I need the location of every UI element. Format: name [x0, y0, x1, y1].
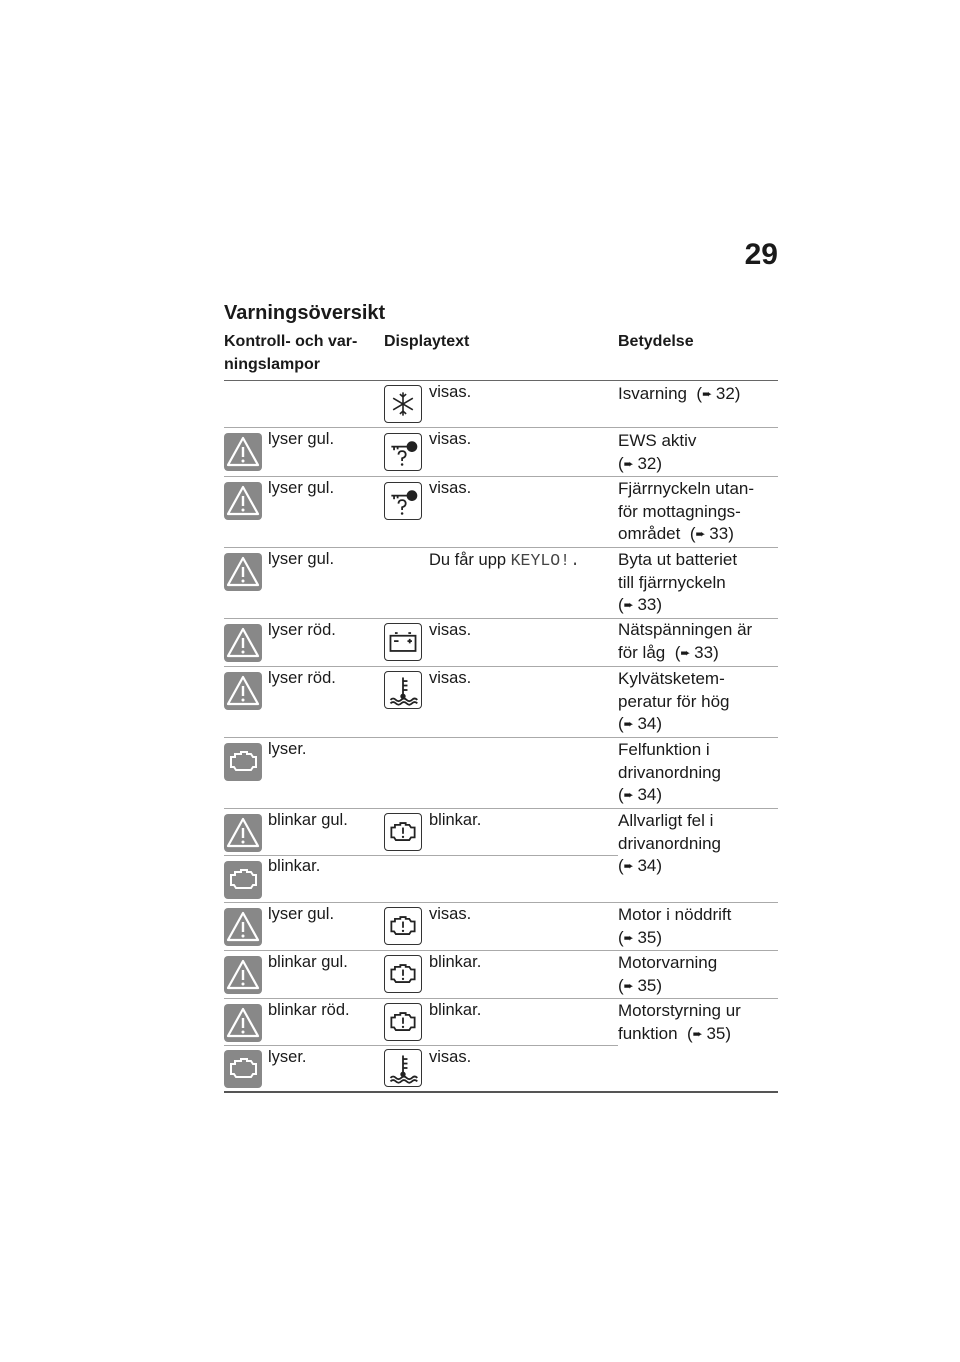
page-number: 29 [744, 238, 778, 271]
control-text: lyser röd. [268, 669, 336, 687]
display-text: visas. [429, 1048, 472, 1066]
reference-arrow-icon: ➨ [623, 788, 633, 802]
header-control [224, 330, 357, 376]
display-text: blinkar. [429, 1001, 482, 1019]
header-control-line2: ningslampor [224, 356, 321, 373]
table-row [224, 809, 778, 903]
display-text: visas. [429, 430, 472, 448]
reference-arrow-icon: ➨ [692, 1026, 702, 1041]
meaning-text: Byta ut batteriet till fjärrnyckeln (➨ 33) [618, 549, 778, 617]
display-text: visas. [429, 905, 472, 923]
display-text: visas. [429, 383, 472, 401]
control-text: lyser. [268, 740, 307, 758]
reference-arrow-icon: ➨ [623, 978, 633, 993]
display-code: KEYLO! [510, 551, 571, 570]
meaning-text: Allvarligt fel i drivanordning (➨ 34) [618, 810, 778, 878]
engine-icon [224, 861, 262, 899]
engine-fault-icon [384, 1003, 422, 1041]
engine-fault-icon [384, 813, 422, 851]
warning-triangle-icon [224, 553, 262, 591]
table-row [224, 477, 778, 548]
engine-icon [224, 1050, 262, 1088]
reference-arrow-icon: ➨ [623, 456, 633, 471]
meaning-text: Motor i nöddrift (➨ 35) [618, 904, 778, 949]
display-text: blinkar. [429, 811, 482, 829]
reference-arrow-icon: ➨ [702, 387, 712, 401]
table-row [224, 999, 778, 1093]
table-row [224, 667, 778, 738]
warning-table [224, 380, 778, 1093]
table-row [224, 428, 778, 477]
reference-arrow-icon: ➨ [695, 527, 705, 541]
engine-fault-icon [384, 907, 422, 945]
table-row [224, 548, 778, 619]
key-question-icon [384, 482, 422, 520]
meaning-text: Kylvätsketem- peratur för hög (➨ 34) [618, 668, 778, 736]
reference-arrow-icon: ➨ [623, 598, 633, 612]
warning-triangle-icon [224, 814, 262, 852]
display-text: visas. [429, 621, 472, 639]
section-title: Varningsöversikt [224, 302, 386, 324]
warning-triangle-icon [224, 956, 262, 994]
meaning-text: Motorstyrning ur funktion (➨ 35) [618, 1000, 778, 1045]
reference-arrow-icon: ➨ [623, 930, 633, 945]
display-text: blinkar. [429, 953, 482, 971]
control-text: lyser gul. [268, 430, 335, 448]
table-row [224, 381, 778, 428]
table-row [224, 951, 778, 999]
coolant-temperature-icon [384, 671, 422, 709]
coolant-temperature-icon [384, 1049, 422, 1087]
engine-fault-icon [384, 955, 422, 993]
meaning-text: Fjärrnyckeln utan- för mottagnings- området (➨ 33) [618, 478, 778, 546]
control-text: lyser gul. [268, 905, 335, 923]
display-text: visas. [429, 669, 472, 687]
header-display: Displaytext [384, 333, 470, 350]
display-text: Du får upp KEYLO!. [429, 551, 580, 570]
warning-triangle-icon [224, 1004, 262, 1042]
engine-icon [224, 743, 262, 781]
reference-arrow-icon: ➨ [680, 645, 690, 660]
control-text: blinkar gul. [268, 811, 348, 829]
header-control-line1: Kontroll- och var- [224, 333, 358, 350]
battery-icon [384, 623, 422, 661]
reference-arrow-icon: ➨ [623, 859, 633, 873]
control-text: blinkar gul. [268, 953, 348, 971]
meaning-text: Felfunktion i drivanordning (➨ 34) [618, 739, 778, 807]
snowflake-icon [384, 385, 422, 423]
table-row [224, 619, 778, 667]
control-text: lyser. [268, 1048, 307, 1066]
meaning-text: Isvarning (➨ 32) [618, 383, 778, 406]
control-text: lyser gul. [268, 479, 335, 497]
warning-triangle-icon [224, 482, 262, 520]
table-row [224, 903, 778, 951]
warning-triangle-icon [224, 624, 262, 662]
warning-triangle-icon [224, 908, 262, 946]
meaning-text: Motorvarning (➨ 35) [618, 952, 778, 997]
header-meaning: Betydelse [618, 333, 694, 350]
control-text: lyser gul. [268, 550, 335, 568]
table-row [224, 738, 778, 809]
warning-triangle-icon [224, 433, 262, 471]
key-question-icon [384, 433, 422, 471]
control-text: blinkar. [268, 857, 321, 875]
warning-triangle-icon [224, 672, 262, 710]
control-text: lyser röd. [268, 621, 336, 639]
control-text: blinkar röd. [268, 1001, 350, 1019]
meaning-text: Nätspänningen är för låg (➨ 33) [618, 619, 778, 664]
display-text: visas. [429, 479, 472, 497]
reference-arrow-icon: ➨ [623, 717, 633, 731]
meaning-text: EWS aktiv (➨ 32) [618, 430, 778, 475]
